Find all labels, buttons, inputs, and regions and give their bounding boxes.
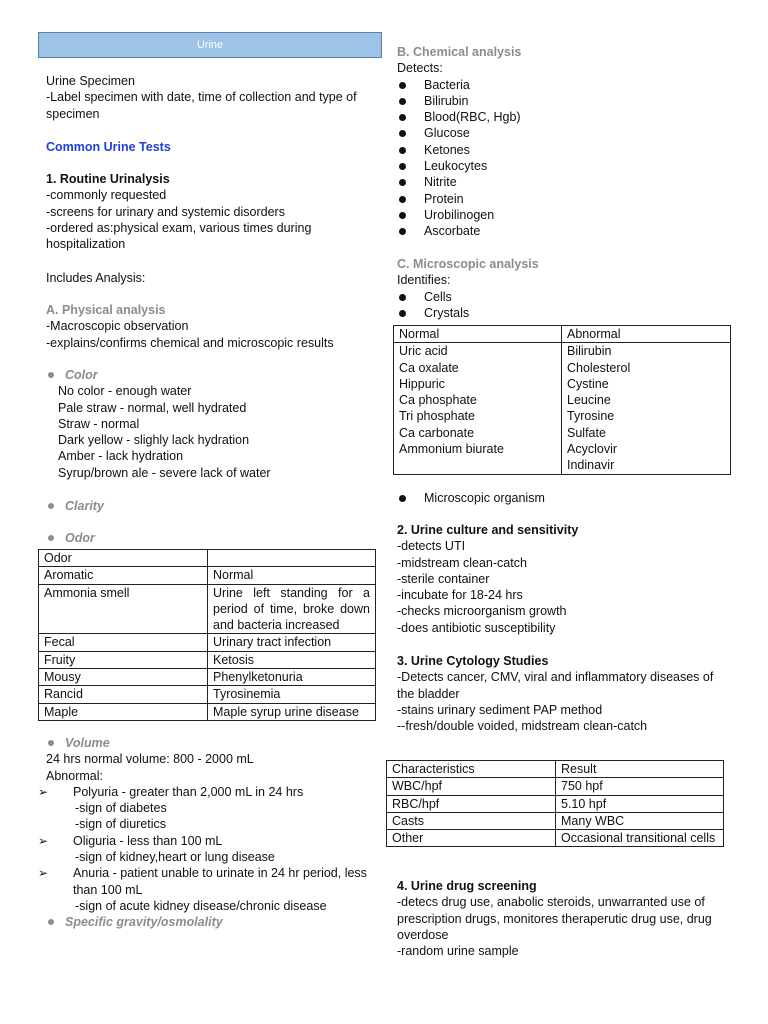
table-row (39, 703, 376, 720)
odor-label: Odor (38, 530, 95, 546)
list-item: Nitrite (397, 174, 521, 190)
volume-normal: 24 hrs normal volume: 800 - 2000 mL (46, 752, 254, 767)
table-cell: Urinary tract infection (208, 634, 376, 651)
list-item: Leukocytes (397, 158, 521, 174)
table-cell: Fruity (39, 651, 208, 668)
results-table (386, 760, 724, 847)
list-item: Ca phosphate (399, 393, 477, 408)
micro-section (397, 256, 539, 321)
culture-line: -incubate for 18-24 hrs (397, 588, 523, 603)
polyuria-sign: -sign of diuretics (75, 817, 167, 832)
table-cell: Normal (208, 567, 376, 584)
physical-line: -Macroscopic observation (46, 319, 189, 334)
drug-text: -detecs drug use, anabolic steroids, unwarranted use of prescription drugs, monitores theraperutic drug use, drug overdose (397, 895, 712, 942)
specimen-section (46, 73, 366, 122)
table-row (387, 830, 724, 847)
table-header-cell: Odor (39, 550, 208, 567)
drug-title: 4. Urine drug screening (397, 879, 537, 893)
anuria: ➢ Anuria - patient unable to urinate in 24 hr period, less than 100 mL (38, 865, 373, 898)
identifies-label: Identifies: (397, 273, 451, 288)
clarity-wrap (38, 498, 104, 514)
physical-line: -explains/confirms chemical and microscopic results (46, 335, 334, 350)
list-item: Acyclovir (567, 442, 618, 457)
oliguria: ➢ Oliguria - less than 100 mL (38, 833, 373, 849)
crystal-table (393, 325, 731, 475)
list-item: Bilirubin (397, 93, 521, 109)
includes-wrap (46, 270, 145, 286)
table-cell: Fecal (39, 634, 208, 651)
volume-section (38, 735, 373, 931)
specimen-text: -Label specimen with date, time of collection and type of specimen (46, 90, 357, 121)
clarity-label: Clarity (38, 498, 104, 514)
common-tests-heading: Common Urine Tests (46, 140, 171, 154)
list-item: Cystine (567, 376, 609, 391)
table-cell: Other (387, 830, 556, 847)
detects-label: Detects: (397, 61, 443, 76)
color-line: Dark yellow - slighly lack hydration (58, 433, 250, 448)
table-cell: Mousy (39, 669, 208, 686)
culture-line: -checks microorganism growth (397, 604, 567, 619)
polyuria: ➢ Polyuria - greater than 2,000 mL in 24 hrs (38, 784, 373, 800)
list-item: Glucose (397, 125, 521, 141)
table-row (394, 326, 731, 343)
oliguria-sign: -sign of kidney,heart or lung disease (75, 850, 275, 865)
drug-section (397, 878, 722, 959)
table-cell: RBC/hpf (387, 795, 556, 812)
page-title-bar (38, 32, 382, 58)
table-cell: Tyrosinemia (208, 686, 376, 703)
table-row (39, 584, 376, 634)
table-cell: Aromatic (39, 567, 208, 584)
micro-organism: Microscopic organism (397, 490, 545, 506)
table-header-cell: Abnormal (562, 326, 731, 343)
table-cell: Occasional transitional cells (556, 830, 724, 847)
table-header-cell: Characteristics (387, 761, 556, 778)
table-row (387, 812, 724, 829)
table-row (39, 686, 376, 703)
color-section (38, 367, 271, 481)
list-item: Cholesterol (567, 360, 631, 375)
list-item: Ammonium biurate (399, 442, 504, 457)
abnormal-label: Abnormal: (46, 768, 103, 783)
table-row (387, 761, 724, 778)
table-row (39, 651, 376, 668)
routine-line: -commonly requested (46, 188, 167, 203)
list-item: Ascorbate (397, 223, 521, 239)
table-cell: Phenylketonuria (208, 669, 376, 686)
physical-title: A. Physical analysis (46, 303, 166, 317)
list-item: Ketones (397, 142, 521, 158)
list-item: Hippuric (399, 376, 445, 391)
list-item: Blood(RBC, Hgb) (397, 109, 521, 125)
routine-line: -screens for urinary and systemic disorders (46, 204, 285, 219)
color-line: No color - enough water (58, 384, 192, 399)
list-item: Ca carbonate (399, 425, 475, 440)
physical-section (46, 302, 334, 351)
list-item: Tri phosphate (399, 409, 475, 424)
culture-title: 2. Urine culture and sensitivity (397, 523, 579, 537)
color-line: Pale straw - normal, well hydrated (58, 400, 247, 415)
routine-section (46, 171, 346, 252)
micro-organism-wrap (397, 490, 545, 506)
gravity-label: Specific gravity/osmolality (38, 914, 373, 930)
table-cell: Ketosis (208, 651, 376, 668)
cytology-line: -Detects cancer, CMV, viral and inflammatory diseases of the bladder (397, 670, 714, 701)
table-row (39, 550, 376, 567)
table-cell: Maple (39, 703, 208, 720)
list-item: Urobilinogen (397, 207, 521, 223)
odor-table (38, 549, 376, 721)
table-row (394, 343, 731, 474)
polyuria-sign: -sign of diabetes (75, 801, 167, 816)
table-header-cell: Normal (394, 326, 562, 343)
table-cell: Rancid (39, 686, 208, 703)
table-row (39, 634, 376, 651)
color-line: Syrup/brown ale - severe lack of water (58, 465, 271, 480)
chemical-title: B. Chemical analysis (397, 45, 522, 59)
color-line: Amber - lack hydration (58, 449, 184, 464)
cytology-line: --fresh/double voided, midstream clean-catch (397, 719, 648, 734)
list-item: Crystals (397, 305, 539, 321)
cytology-title: 3. Urine Cytology Studies (397, 654, 549, 668)
list-item: Indinavir (567, 458, 615, 473)
cytology-section (397, 653, 722, 734)
table-cell: Casts (387, 812, 556, 829)
color-line: Straw - normal (58, 416, 140, 431)
routine-title: 1. Routine Urinalysis (46, 172, 170, 186)
drug-line: -random urine sample (397, 944, 519, 959)
list-item: Bacteria (397, 77, 521, 93)
list-item: Leucine (567, 393, 611, 408)
table-row (387, 795, 724, 812)
culture-line: -detects UTI (397, 539, 466, 554)
crystal-abnormal-cell (562, 343, 731, 474)
odor-wrap (38, 530, 95, 546)
table-header-cell: Result (556, 761, 724, 778)
table-cell: WBC/hpf (387, 778, 556, 795)
culture-line: -does antibiotic susceptibility (397, 620, 556, 635)
culture-line: -midstream clean-catch (397, 555, 527, 570)
table-cell: Maple syrup urine disease (208, 703, 376, 720)
includes-text: Includes Analysis: (46, 271, 146, 285)
table-header-cell (208, 550, 376, 567)
list-item: Bilirubin (567, 344, 612, 359)
table-cell: Many WBC (556, 812, 724, 829)
table-row (39, 567, 376, 584)
table-cell: 750 hpf (556, 778, 724, 795)
list-item: Ca oxalate (399, 360, 459, 375)
list-item: Tyrosine (567, 409, 615, 424)
anuria-sign: -sign of acute kidney disease/chronic disease (75, 898, 327, 913)
crystal-normal-cell (394, 343, 562, 474)
list-item: Uric acid (399, 344, 448, 359)
page-title: Urine (196, 39, 224, 51)
chemical-section (397, 44, 521, 240)
culture-section (397, 522, 578, 636)
list-item: Cells (397, 289, 539, 305)
volume-label: Volume (38, 735, 373, 751)
table-cell: Urine left standing for a period of time, broke down and bacteria increased (208, 584, 376, 634)
table-cell: 5.10 hpf (556, 795, 724, 812)
table-row (39, 669, 376, 686)
list-item: Sulfate (567, 425, 606, 440)
table-row (387, 778, 724, 795)
color-label: Color (38, 367, 271, 383)
routine-line: -ordered as:physical exam, various times during hospitalization (46, 220, 312, 252)
culture-line: -sterile container (397, 571, 490, 586)
cytology-line: -stains urinary sediment PAP method (397, 702, 603, 717)
table-cell: Ammonia smell (39, 584, 208, 634)
micro-title: C. Microscopic analysis (397, 257, 539, 271)
list-item: Protein (397, 191, 521, 207)
specimen-title: Urine Specimen (46, 74, 135, 88)
common-tests-heading-wrap (46, 139, 171, 155)
